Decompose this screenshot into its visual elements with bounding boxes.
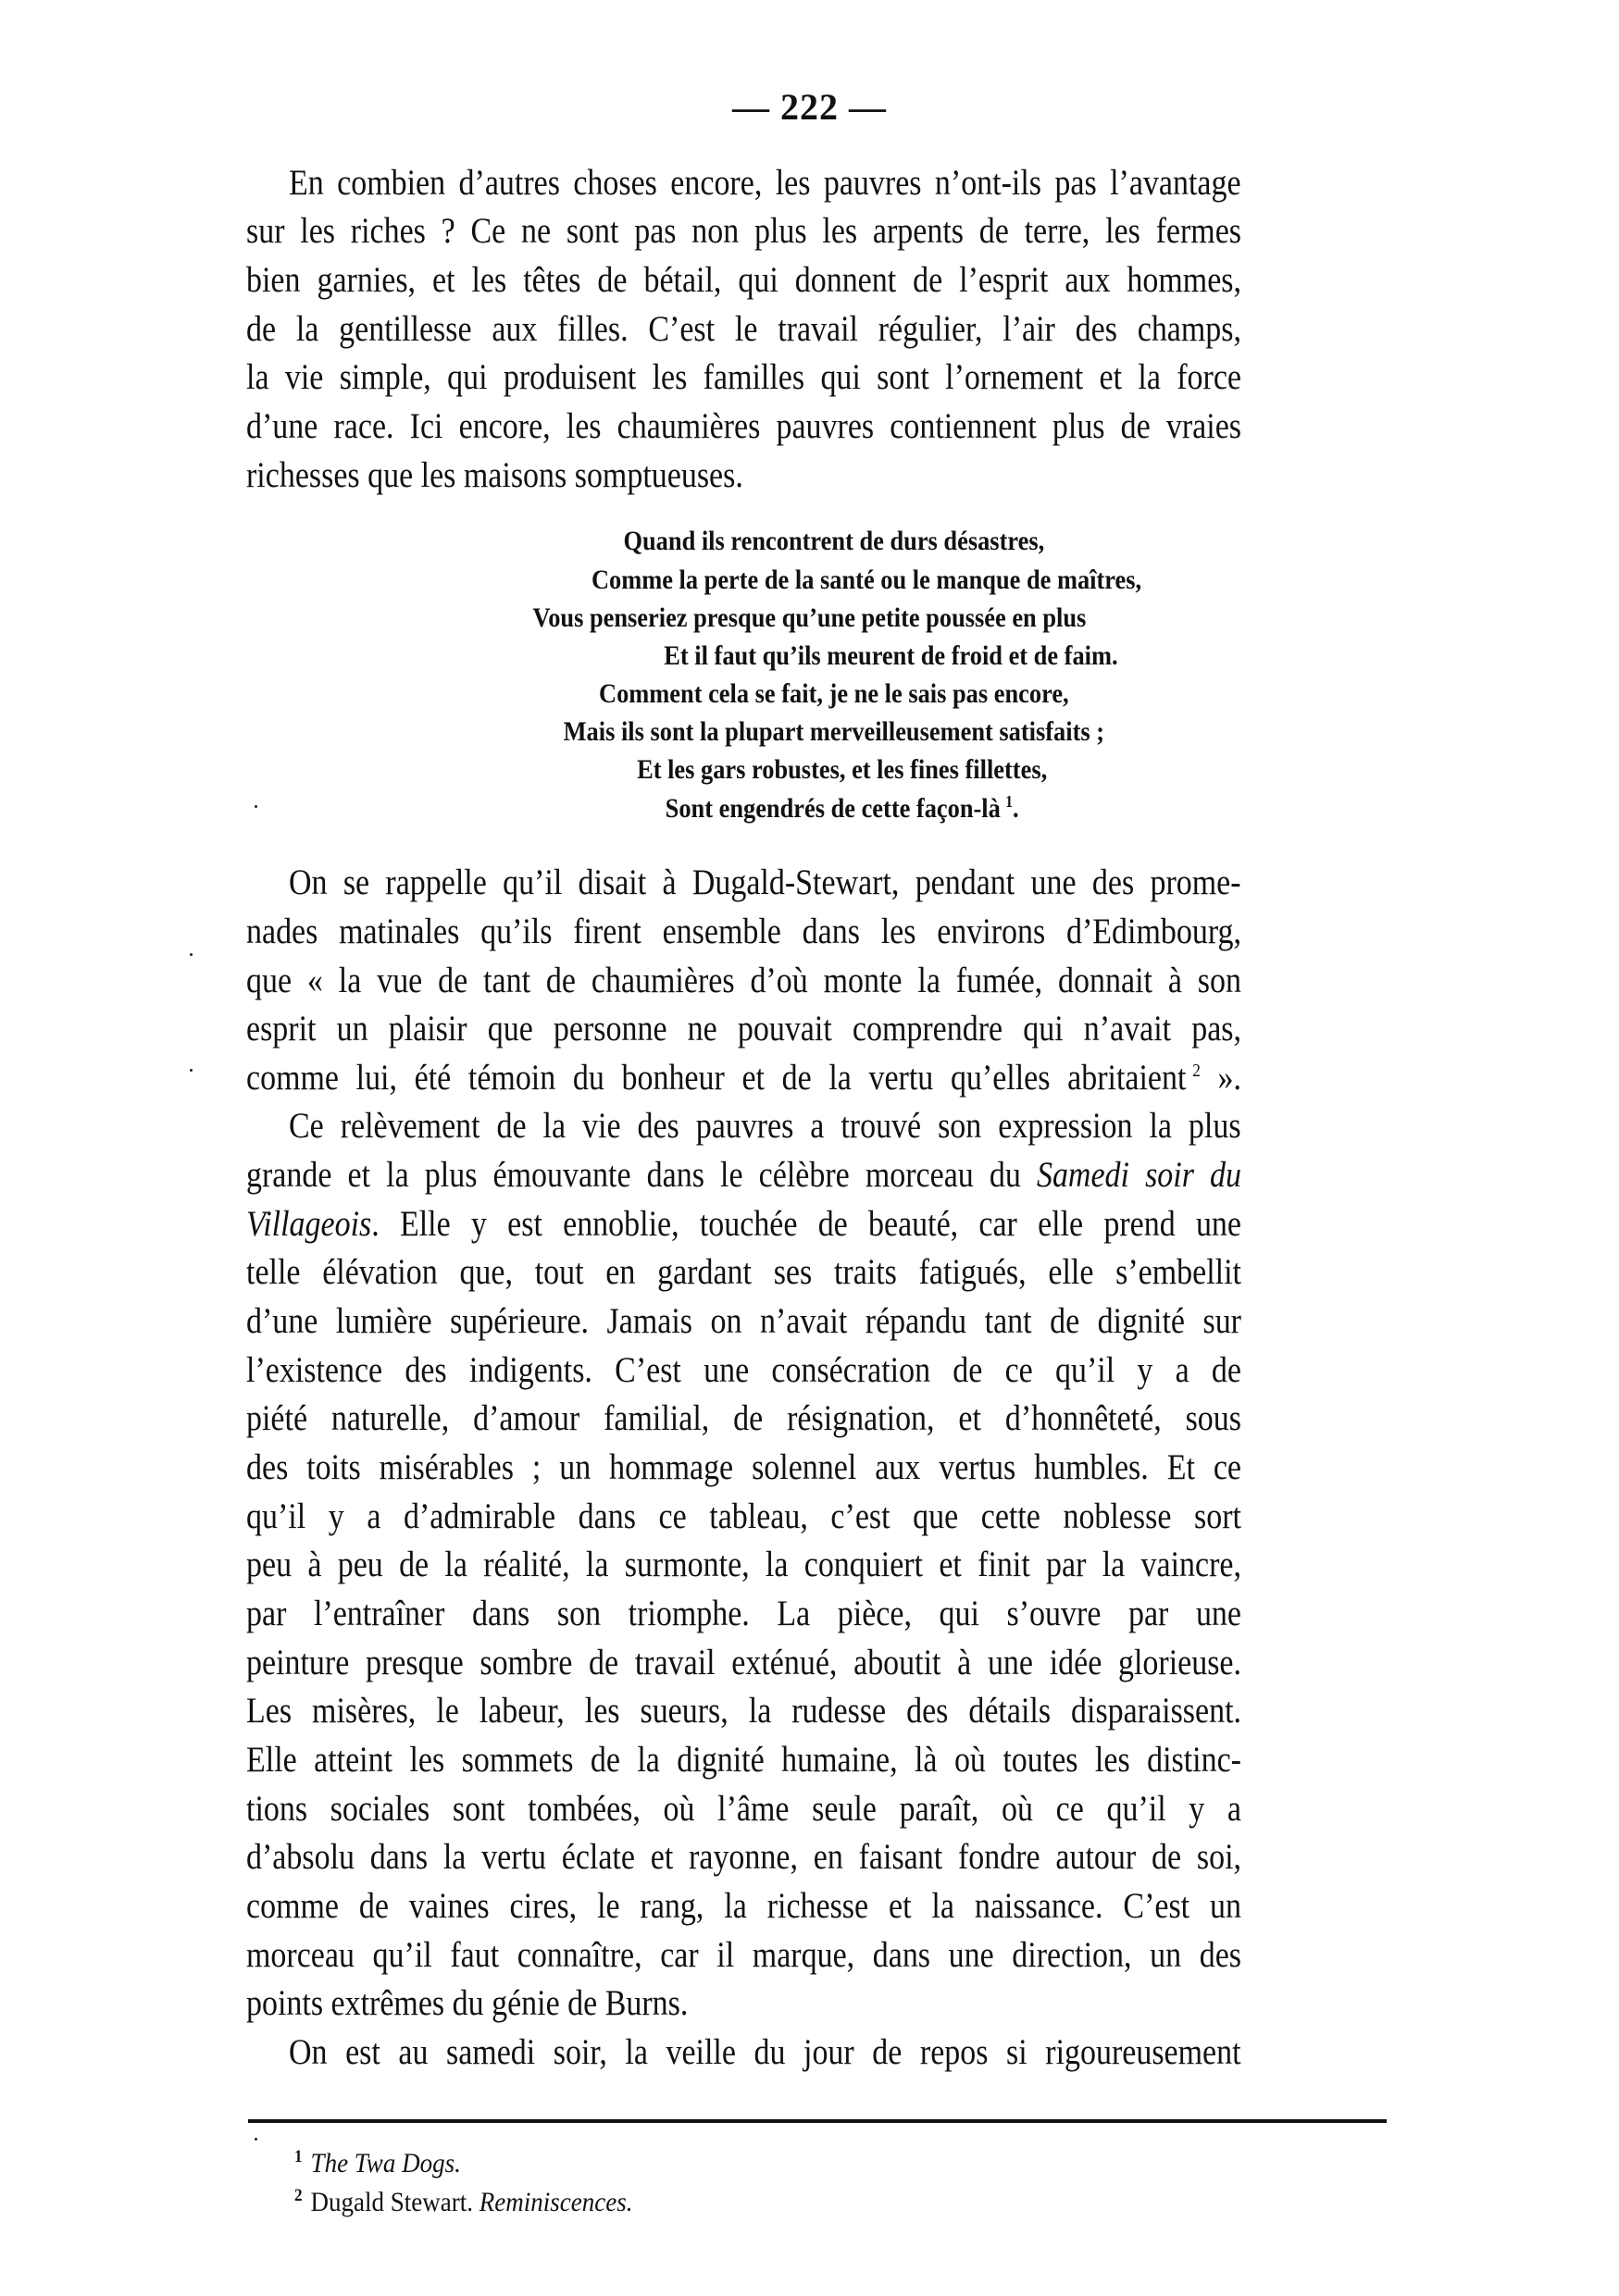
text-line: Ce relèvement de la vie des pauvres a trouvé son expression la plus [289, 1105, 1241, 1146]
text-fragment: comme lui, été témoin du bonheur et de la vertu qu’elles abritaient [246, 1057, 1187, 1098]
text-line: qu’il y a d’admirable dans ce tableau, c’est que cette noblesse sort [246, 1496, 1241, 1536]
footnote-separator [248, 2119, 1387, 2123]
text-fragment: . Elle y est ennoblie, touchée de beauté, car elle prend une [371, 1203, 1241, 1244]
verse-line [97, 565, 1579, 596]
text-line: Elle atteint les sommets de la dignité humaine, là où toutes les distinc- [246, 1739, 1241, 1780]
text-line: richesses que les maisons somptueuses. [246, 454, 743, 495]
work-title: Samedi soir du [1036, 1154, 1242, 1195]
text-line: par l’entraîner dans son triomphe. La pièce, qui s’ouvre par une [246, 1593, 1241, 1633]
verse-text: Vous penseriez presque qu’une petite poussée en plus [532, 602, 1087, 633]
text-line: points extrêmes du génie de Burns. [246, 1982, 689, 2023]
text-line: peu à peu de la réalité, la surmonte, la conquiert et finit par la vaincre, [246, 1544, 1241, 1584]
footnote-reference[interactable]: 2 [1192, 1060, 1201, 1081]
verse-line [97, 526, 1547, 557]
text-line: des toits misérables ; un hommage solennel aux vertus humbles. Et ce [246, 1446, 1241, 1487]
footnote-mark: 1 [294, 2147, 303, 2166]
text-line: esprit un plaisir que personne ne pouvait comprendre qui n’avait pas, [246, 1008, 1241, 1049]
verse-line [97, 754, 1554, 786]
text-line: tions sociales sont tombées, où l’âme seule paraît, où ce qu’il y a [246, 1788, 1241, 1829]
scan-speck [190, 953, 193, 956]
text-line: peinture presque sombre de travail exténué, aboutit à une idée glorieuse. [246, 1642, 1241, 1682]
verse-line [97, 678, 1547, 710]
text-line: On est au samedi soir, la veille du jour de repos si rigoureusement [289, 2031, 1241, 2072]
text-line: En combien d’autres choses encore, les pauvres n’ont-ils pas l’avantage [289, 162, 1241, 203]
text-line: comme de vaines cires, le rang, la richesse et la naissance. C’est un [246, 1885, 1241, 1926]
text-fragment: ». [1200, 1057, 1242, 1098]
text-line: On se rappelle qu’il disait à Dugald-Stewart, pendant une des prome- [289, 862, 1241, 902]
verse-line [97, 602, 1522, 634]
work-title: Villageois [246, 1203, 372, 1244]
footnote-2 [294, 2186, 632, 2218]
verse-line [97, 716, 1547, 748]
text-line: de la gentillesse aux filles. C’est le travail régulier, l’air des champs, [246, 308, 1241, 349]
verse-line [97, 640, 1603, 672]
footnote-author: Dugald Stewart. [310, 2187, 479, 2217]
footnote-title: Reminiscences. [479, 2187, 633, 2217]
footnote-title: The Twa Dogs. [310, 2148, 461, 2178]
verse-text: Quand ils rencontrent de durs désastres, [623, 526, 1045, 556]
scan-speck [190, 1069, 193, 1072]
verse-line: Sont engendrés de cette façon-là $^1$. [665, 792, 1019, 824]
text-line: telle élévation que, tout en gardant ses traits fatigués, elle s’embellit [246, 1251, 1241, 1292]
text-line: bien garnies, et les têtes de bétail, qui donnent de l’esprit aux hommes, [246, 259, 1241, 300]
text-line: d’une lumière supérieure. Jamais on n’avait répandu tant de dignité sur [246, 1300, 1241, 1341]
text-line: nades matinales qu’ils firent ensemble dans les environs d’Edimbourg, [246, 911, 1241, 951]
text-line [246, 1057, 1242, 1098]
verse-text: Mais ils sont la plupart merveilleusement satisfaits ; [563, 716, 1105, 747]
text-line: d’absolu dans la vertu éclate et rayonne, en faisant fondre autour de soi, [246, 1836, 1241, 1877]
text-line [246, 1203, 1241, 1244]
scan-speck [255, 2138, 257, 2141]
verse-text: Comment cela se fait, je ne le sais pas encore, [599, 678, 1069, 709]
text-line: l’existence des indigents. C’est une consécration de ce qu’il y a de [246, 1349, 1241, 1390]
text-line: d’une race. Ici encore, les chaumières pauvres contiennent plus de vraies [246, 405, 1241, 446]
footnote-1 [294, 2147, 461, 2179]
text-fragment: grande et la plus émouvante dans le célèbre morceau du [246, 1154, 1037, 1195]
verse-text: Comme la perte de la santé ou le manque de maîtres, [591, 565, 1142, 595]
footnote-mark: 2 [294, 2186, 303, 2205]
page-number: — 222 — [732, 86, 887, 128]
text-line: Les misères, le labeur, les sueurs, la rudesse des détails disparaissent. [246, 1690, 1241, 1731]
verse-text: Et il faut qu’ils meurent de froid et de faim. [664, 640, 1118, 671]
text-line: piété naturelle, d’amour familial, de résignation, et d’honnêteté, sous [246, 1397, 1241, 1438]
text-line: sur les riches ? Ce ne sont pas non plus les arpents de terre, les fermes [246, 210, 1241, 251]
text-line: la vie simple, qui produisent les familles qui sont l’ornement et la force [246, 356, 1241, 397]
text-line: morceau qu’il faut connaître, car il marque, dans une direction, un des [246, 1934, 1241, 1975]
scan-speck [255, 805, 257, 808]
verse-text: Et les gars robustes, et les fines fillettes, [637, 754, 1048, 785]
text-line: que « la vue de tant de chaumières d’où monte la fumée, donnait à son [246, 960, 1241, 1000]
footnote-reference[interactable]: 1 [1005, 792, 1014, 811]
text-line [246, 1154, 1242, 1195]
verse-text: Sont engendrés de cette façon-là [665, 793, 1001, 824]
